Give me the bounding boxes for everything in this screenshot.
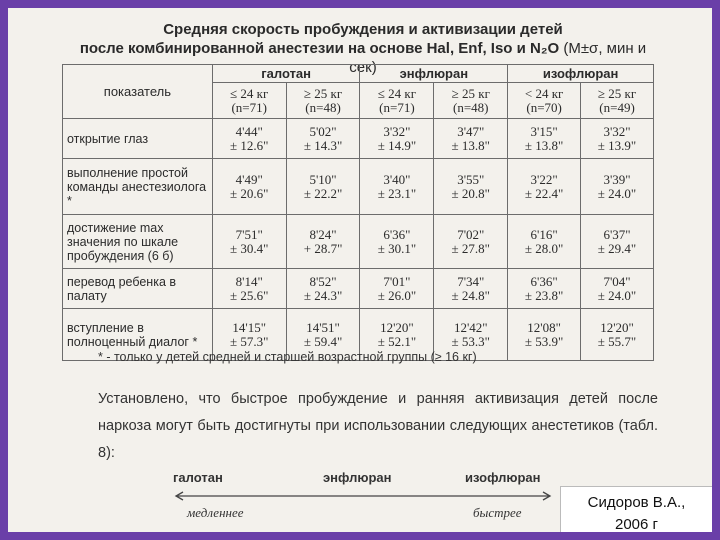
sd-value: ± 30.4" [229,240,269,256]
value-cell [508,269,581,309]
row-parameter: выполнение простой команды анестезиолога * [63,159,213,215]
row-parameter: достижение max значения по шкале пробуждения (6 б) [63,215,213,269]
value-cell [508,215,581,269]
sd-value: ± 13.9" [597,137,637,153]
speed-scale-arrow [173,490,553,502]
mean-value: 3'32" [603,123,631,139]
sd-value: ± 28.0" [524,240,564,256]
sd-value: ± 23.8" [524,287,564,303]
value-cell [508,309,581,361]
sd-value: ± 20.8" [451,185,490,201]
value-cell [212,159,286,215]
subheader-cell [508,83,581,119]
sd-value: ± 25.6" [229,287,269,303]
mean-value: 7'04" [603,273,631,289]
speed-scale-labels [173,470,553,490]
mean-value: 5'10" [309,171,337,187]
subheader-n: (n=48) [305,99,341,115]
conclusion-paragraph: Установлено, что быстрое пробуждение и ранняя активизация детей после наркоза могут быть достигнуты при использовании следующих анестетиков (табл. 8): [98,391,658,461]
table-row [63,119,654,159]
sd-value: ± 53.3" [451,333,490,349]
scanned-page [8,8,712,532]
mean-value: 8'14" [235,273,263,289]
mean-value: 3'47" [457,123,485,139]
sd-value: ± 20.6" [229,185,269,201]
sd-value: ± 24.3" [303,287,343,303]
mean-value: 8'52" [309,273,337,289]
param-column-header: показатель [63,65,213,119]
subheader-n: (n=70) [526,99,562,115]
scale-label-isoflurane: изофлюран [465,470,541,485]
value-cell [434,215,508,269]
sd-value: ± 22.4" [524,185,564,201]
row-parameter: вступление в полноценный диалог * [63,309,213,361]
value-cell [360,269,434,309]
value-cell [360,159,434,215]
scale-label-halothane: галотан [173,470,223,485]
sd-value: ± 24.0" [597,287,637,303]
title-line-2-main: после комбинированной анестезии на основе Hal, Enf, Iso и N₂O [79,40,560,57]
subheader-cell [581,83,654,119]
slide-frame [0,0,720,8]
table-row [63,215,654,269]
credit-author: Сидоров В.А., [587,494,686,511]
sd-value: ± 23.1" [377,185,417,201]
author-credit [560,486,712,532]
sd-value: ± 14.3" [303,137,343,153]
sd-value: ± 13.8" [524,137,564,153]
sd-value: ± 59.4" [303,333,343,349]
subheader-weight: ≤ 24 кг [377,85,417,101]
subheader-cell [212,83,286,119]
subheader-weight: ≥ 25 кг [451,85,490,101]
mean-value: 3'55" [457,171,485,187]
footnote: * - только у детей средней и старшей возрастной группы (≥ 16 кг) [98,350,477,364]
mean-value: 14'15" [232,319,267,335]
sd-value: ± 55.7" [597,333,637,349]
sd-value: ± 12.6" [229,137,269,153]
mean-value: 12'20" [380,319,414,335]
row-parameter: перевод ребенка в палату [63,269,213,309]
mean-value: 12'42" [453,319,488,335]
value-cell [581,119,654,159]
scale-label-enflurane: энфлюран [323,470,392,485]
group-header-isoflurane: изофлюран [508,65,654,83]
sd-value: ± 27.8" [451,240,490,256]
mean-value: 8'24" [309,226,337,242]
sd-value: ± 52.1" [377,333,417,349]
value-cell [360,119,434,159]
group-header-halothane: галотан [212,65,360,83]
subheader-n: (n=71) [379,99,415,115]
sd-value: + 28.7" [303,240,343,256]
subheader-cell [360,83,434,119]
mean-value: 12'20" [600,319,634,335]
subheader-n: (n=71) [231,99,267,115]
value-cell [581,215,654,269]
value-cell [581,269,654,309]
value-cell [581,309,654,361]
value-cell [286,119,360,159]
mean-value: 14'51" [306,319,340,335]
mean-value: 7'01" [383,273,411,289]
mean-value: 6'36" [530,273,558,289]
mean-value: 6'16" [530,226,558,242]
sd-value: ± 30.1" [377,240,417,256]
subheader-weight: < 24 кг [524,85,564,101]
mean-value: 5'02" [309,123,337,139]
sd-value: ± 14.9" [377,137,417,153]
mean-value: 7'02" [457,226,485,242]
credit-year: 2006 г [614,516,658,532]
subheader-n: (n=48) [453,99,489,115]
value-cell [212,119,286,159]
sd-value: ± 53.9" [524,333,564,349]
sd-value: ± 24.8" [451,287,490,303]
row-parameter: открытие глаз [63,119,213,159]
sd-value: ± 24.0" [597,185,637,201]
scale-end-slower: медленнее [187,505,244,520]
mean-value: 4'44" [235,123,263,139]
sd-value: ± 29.4" [597,240,637,256]
subheader-cell [434,83,508,119]
scale-end-faster: быстрее [473,505,522,520]
value-cell [212,269,286,309]
title-line-1: Средняя скорость пробуждения и активизации детей [163,21,563,38]
value-cell [360,215,434,269]
table-row [63,159,654,215]
value-cell [581,159,654,215]
mean-value: 3'15" [530,123,558,139]
group-header-enflurane: энфлюран [360,65,508,83]
subheader-cell [286,83,360,119]
sd-value: ± 13.8" [451,137,490,153]
table-row [63,269,654,309]
sd-value: ± 26.0" [377,287,417,303]
mean-value: 7'34" [457,273,485,289]
sd-value: ± 22.2" [303,185,343,201]
subheader-weight: ≤ 24 кг [230,85,269,101]
speed-scale-ends [173,505,553,523]
results-table [62,64,654,361]
value-cell [286,215,360,269]
sd-value: ± 57.3" [229,333,269,349]
value-cell [286,269,360,309]
title-line-2-units: (M±σ, мин и сек) [349,40,647,76]
mean-value: 12'08" [527,319,561,335]
value-cell [434,159,508,215]
value-cell [212,215,286,269]
mean-value: 3'22" [530,171,558,187]
mean-value: 3'32" [383,123,411,139]
table-body [63,119,654,361]
mean-value: 7'51" [235,226,263,242]
mean-value: 3'39" [603,171,631,187]
value-cell [434,269,508,309]
value-cell [286,159,360,215]
value-cell [508,159,581,215]
subheader-n: (n=49) [599,99,635,115]
mean-value: 6'36" [383,226,411,242]
mean-value: 4'49" [235,171,263,187]
value-cell [434,119,508,159]
value-cell [508,119,581,159]
mean-value: 3'40" [383,171,411,187]
subheader-weight: ≥ 25 кг [303,85,343,101]
subheader-weight: ≥ 25 кг [597,85,637,101]
mean-value: 6'37" [603,226,631,242]
